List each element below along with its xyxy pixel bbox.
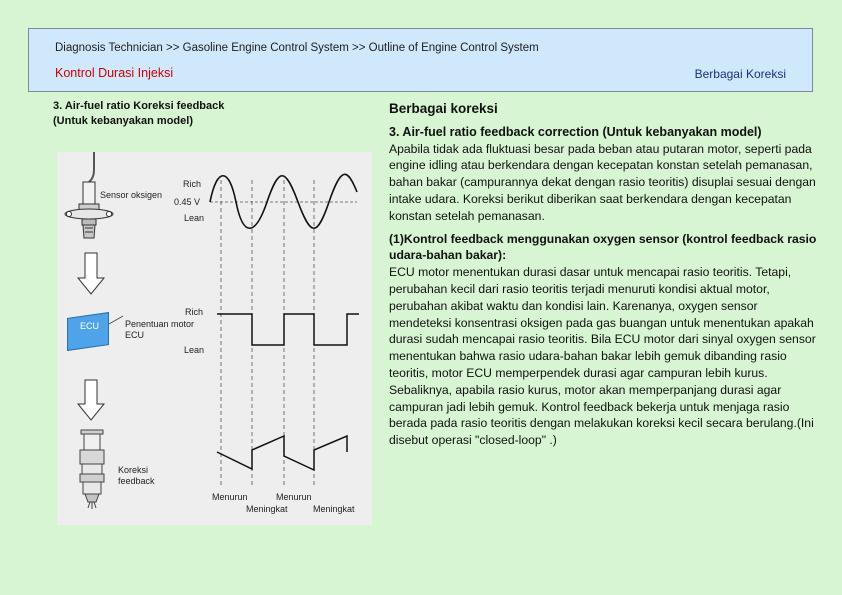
berbagai-koreksi-link[interactable]: Berbagai Koreksi	[694, 67, 786, 81]
ecu-block	[67, 312, 109, 351]
feedback-paragraph: ECU motor menentukan durasi dasar untuk mencapai rasio teoritis. Tetapi, perubahan kecil dari rasio teoritis terjadi menuruti kondisi aktual motor, perubahan akibat waktu dan kondisi lain. Karenanya, oxygen sensor mendeteksi konsentrasi oksigen pada gas buangan untuk menentukan apakah durasi sudah mencapai rasio teoritis. Bila ECU motor dari sinyal oxygen sensor menentukan bahwa rasio udara-bahan bakar lebih gemuk dibanding rasio teoritis, motor ECU memperpendek durasi agar campuran lebih kurus. Sebaliknya, apabila rasio kurus, motor akan memperpanjang durasi agar campuran jadi lebih gemuk. Kontrol feedback bekerja untuk menjaga rasio berada pada rasio teoritis dengan melakukan koreksi kecil secara berulang.(Ini disebut operasi "closed-loop" .)	[389, 265, 816, 448]
decrease-label-1: Menurun	[212, 492, 248, 502]
feedback-diagram	[57, 152, 372, 525]
ecu-label: ECU	[80, 321, 100, 331]
correction-wave	[217, 436, 347, 470]
increase-label-2: Meningkat	[313, 504, 355, 514]
section-subheading: 3. Air-fuel ratio feedback correction (Untuk kebanyakan model)	[389, 124, 762, 139]
sensor-label: Sensor oksigen	[100, 190, 163, 200]
feedback-heading: (1)Kontrol feedback menggunakan oxygen sensor (kontrol feedback rasio udara-bahan bakar):	[389, 231, 817, 263]
rich-label-2: Rich	[185, 307, 204, 317]
lean-label-1: Lean	[184, 213, 205, 223]
section-heading: Berbagai koreksi	[389, 101, 498, 116]
page-title: Kontrol Durasi Injeksi	[55, 66, 174, 80]
rich-label-1: Rich	[183, 179, 202, 189]
lean-label-2: Lean	[184, 345, 205, 355]
sensor-signal-wave	[210, 174, 357, 228]
intro-paragraph: Apabila tidak ada fluktuasi besar pada beban atau putaran motor, seperti pada engine idling atau berkendara dengan kecepatan konstan setelah pemanasan, bahan bakar (campurannya dekat dengan rasio teoritis) disuplai sesuai dengan intake udara. Koreksi berikut diberikan saat berkendara dengan kecepatan konstan setelah pemanasan.	[389, 141, 816, 223]
fuel-injector-icon	[80, 430, 104, 509]
breadcrumb[interactable]: Diagnosis Technician >> Gasoline Engine Control System >> Outline of Engine Control System	[55, 42, 539, 54]
increase-label-1: Meningkat	[246, 504, 288, 514]
correction-label: Koreksi feedback	[118, 465, 155, 486]
decision-label: Penentuan motor ECU	[125, 319, 195, 340]
voltage-label: 0.45 V	[174, 197, 201, 207]
ecu-decision-wave	[217, 314, 359, 345]
header-bar	[28, 28, 813, 92]
explanation-text	[389, 101, 817, 449]
diagram-caption: 3. Air-fuel ratio Koreksi feedback (Untuk kebanyakan model)	[53, 100, 225, 127]
decrease-label-2: Menurun	[276, 492, 312, 502]
